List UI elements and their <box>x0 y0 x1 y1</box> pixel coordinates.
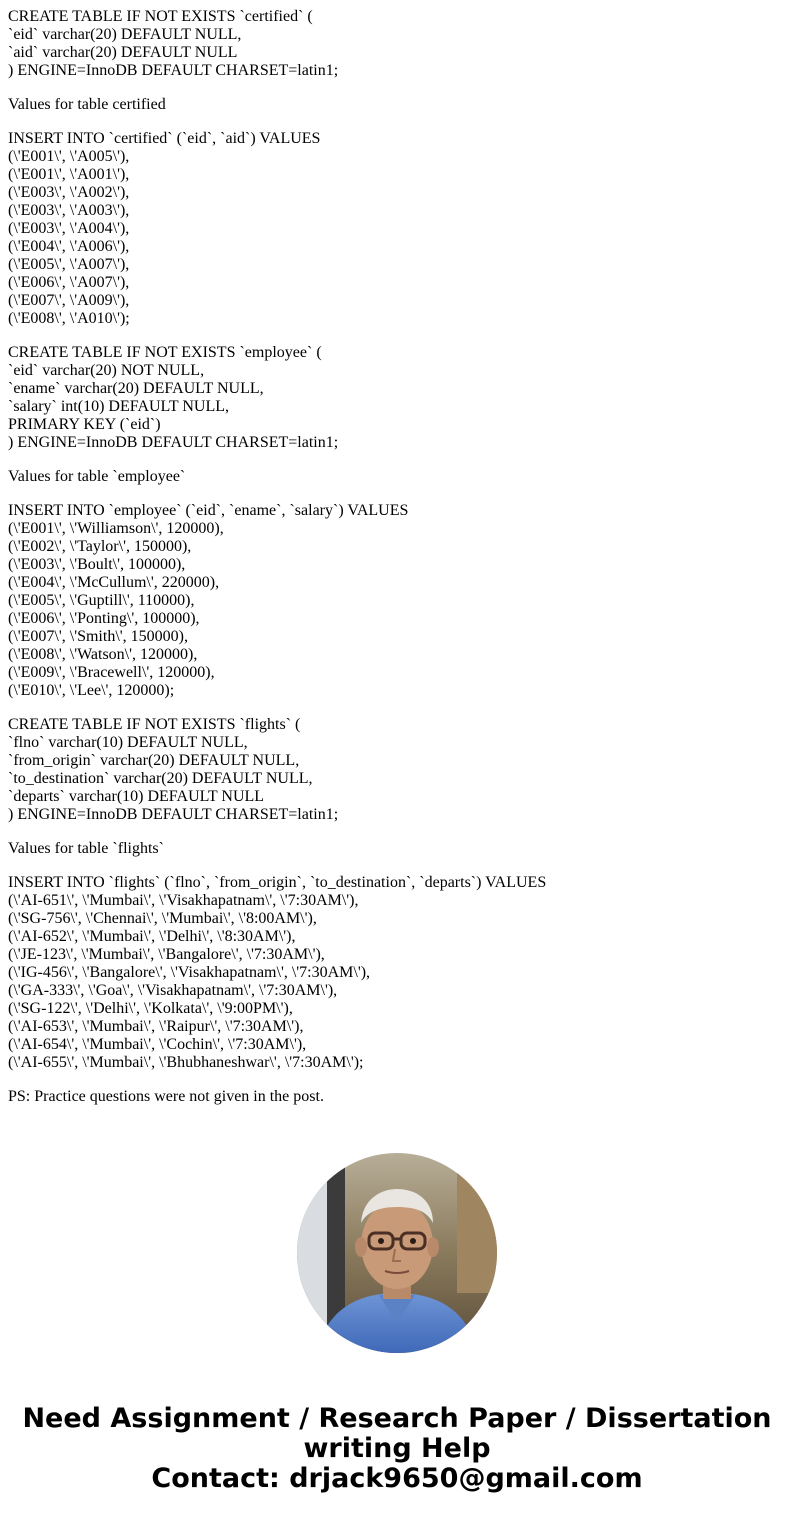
text-line: `ename` varchar(20) DEFAULT NULL, <box>8 380 264 397</box>
text-line: ) ENGINE=InnoDB DEFAULT CHARSET=latin1; <box>8 62 339 79</box>
text-line: (\'E006\', \'A007\'), <box>8 274 130 291</box>
text-block <box>8 840 786 858</box>
text-line: (\'SG-756\', \'Chennai\', \'Mumbai\', \'8:00AM\'), <box>8 910 317 927</box>
text-block <box>8 8 786 80</box>
text-line: CREATE TABLE IF NOT EXISTS `certified` ( <box>8 8 313 25</box>
promo-line-1: Need Assignment / Research Paper / Dissertation <box>22 1403 772 1434</box>
text-line: (\'AI-651\', \'Mumbai\', \'Visakhapatnam\', \'7:30AM\'), <box>8 892 359 909</box>
text-line: (\'E004\', \'McCullum\', 220000), <box>8 574 220 591</box>
text-line: (\'E001\', \'Williamson\', 120000), <box>8 520 224 537</box>
text-line: `eid` varchar(20) DEFAULT NULL, <box>8 26 242 43</box>
text-line: ) ENGINE=InnoDB DEFAULT CHARSET=latin1; <box>8 806 339 823</box>
text-line: (\'E003\', \'A002\'), <box>8 184 130 201</box>
text-line: (\'E004\', \'A006\'), <box>8 238 130 255</box>
text-line: (\'E005\', \'Guptill\', 110000), <box>8 592 195 609</box>
text-block <box>8 96 786 114</box>
text-line: (\'GA-333\', \'Goa\', \'Visakhapatnam\', \'7:30AM\'), <box>8 982 338 999</box>
promo-contact: Contact: drjack9650@gmail.com <box>151 1463 643 1494</box>
text-line: INSERT INTO `certified` (`eid`, `aid`) VALUES <box>8 130 321 147</box>
text-line: `flno` varchar(10) DEFAULT NULL, <box>8 734 248 751</box>
text-line: (\'E001\', \'A001\'), <box>8 166 130 183</box>
text-line: (\'E003\', \'Boult\', 100000), <box>8 556 186 573</box>
text-line: PS: Practice questions were not given in the post. <box>8 1088 324 1105</box>
text-line: (\'E003\', \'A004\'), <box>8 220 130 237</box>
text-line: (\'JE-123\', \'Mumbai\', \'Bangalore\', \'7:30AM\'), <box>8 946 325 963</box>
text-line: PRIMARY KEY (`eid`) <box>8 416 161 433</box>
text-line: (\'AI-655\', \'Mumbai\', \'Bhubhaneshwar\', \'7:30AM\'); <box>8 1054 364 1071</box>
text-line: (\'SG-122\', \'Delhi\', \'Kolkata\', \'9:00PM\'), <box>8 1000 293 1017</box>
text-line: (\'E010\', \'Lee\', 120000); <box>8 682 175 699</box>
text-block <box>8 874 786 1072</box>
promo-line-2: writing Help <box>303 1433 491 1464</box>
text-block <box>8 1088 786 1106</box>
text-block <box>8 468 786 486</box>
author-avatar <box>297 1153 497 1353</box>
text-line: `salary` int(10) DEFAULT NULL, <box>8 398 229 415</box>
text-block <box>8 130 786 328</box>
text-line: `aid` varchar(20) DEFAULT NULL <box>8 44 238 61</box>
promo-banner <box>0 1404 794 1494</box>
person-portrait-icon <box>297 1153 497 1353</box>
text-line: (\'IG-456\', \'Bangalore\', \'Visakhapatnam\', \'7:30AM\'), <box>8 964 371 981</box>
text-block <box>8 344 786 452</box>
text-line: `from_origin` varchar(20) DEFAULT NULL, <box>8 752 300 769</box>
text-line: Values for table `employee` <box>8 468 186 485</box>
text-line: (\'E003\', \'A003\'), <box>8 202 130 219</box>
text-line: (\'E007\', \'A009\'), <box>8 292 130 309</box>
text-block <box>8 716 786 824</box>
text-line: (\'E002\', \'Taylor\', 150000), <box>8 538 192 555</box>
text-line: INSERT INTO `employee` (`eid`, `ename`, `salary`) VALUES <box>8 502 409 519</box>
text-line: ) ENGINE=InnoDB DEFAULT CHARSET=latin1; <box>8 434 339 451</box>
text-line: (\'E009\', \'Bracewell\', 120000), <box>8 664 215 681</box>
text-line: (\'E005\', \'A007\'), <box>8 256 130 273</box>
text-line: (\'AI-652\', \'Mumbai\', \'Delhi\', \'8:30AM\'), <box>8 928 296 945</box>
text-line: Values for table `flights` <box>8 840 164 857</box>
text-line: (\'E001\', \'A005\'), <box>8 148 130 165</box>
text-line: `departs` varchar(10) DEFAULT NULL <box>8 788 265 805</box>
text-line: (\'E006\', \'Ponting\', 100000), <box>8 610 200 627</box>
text-line: (\'E008\', \'Watson\', 120000), <box>8 646 198 663</box>
text-line: CREATE TABLE IF NOT EXISTS `employee` ( <box>8 344 322 361</box>
text-line: (\'E008\', \'A010\'); <box>8 310 130 327</box>
text-block <box>8 502 786 700</box>
text-line: CREATE TABLE IF NOT EXISTS `flights` ( <box>8 716 301 733</box>
text-line: Values for table certified <box>8 96 166 113</box>
text-line: `to_destination` varchar(20) DEFAULT NULL, <box>8 770 313 787</box>
text-line: (\'AI-653\', \'Mumbai\', \'Raipur\', \'7:30AM\'), <box>8 1018 304 1035</box>
text-line: `eid` varchar(20) NOT NULL, <box>8 362 205 379</box>
text-line: INSERT INTO `flights` (`flno`, `from_origin`, `to_destination`, `departs`) VALUES <box>8 874 547 891</box>
text-line: (\'E007\', \'Smith\', 150000), <box>8 628 188 645</box>
text-line: (\'AI-654\', \'Mumbai\', \'Cochin\', \'7:30AM\'), <box>8 1036 307 1053</box>
